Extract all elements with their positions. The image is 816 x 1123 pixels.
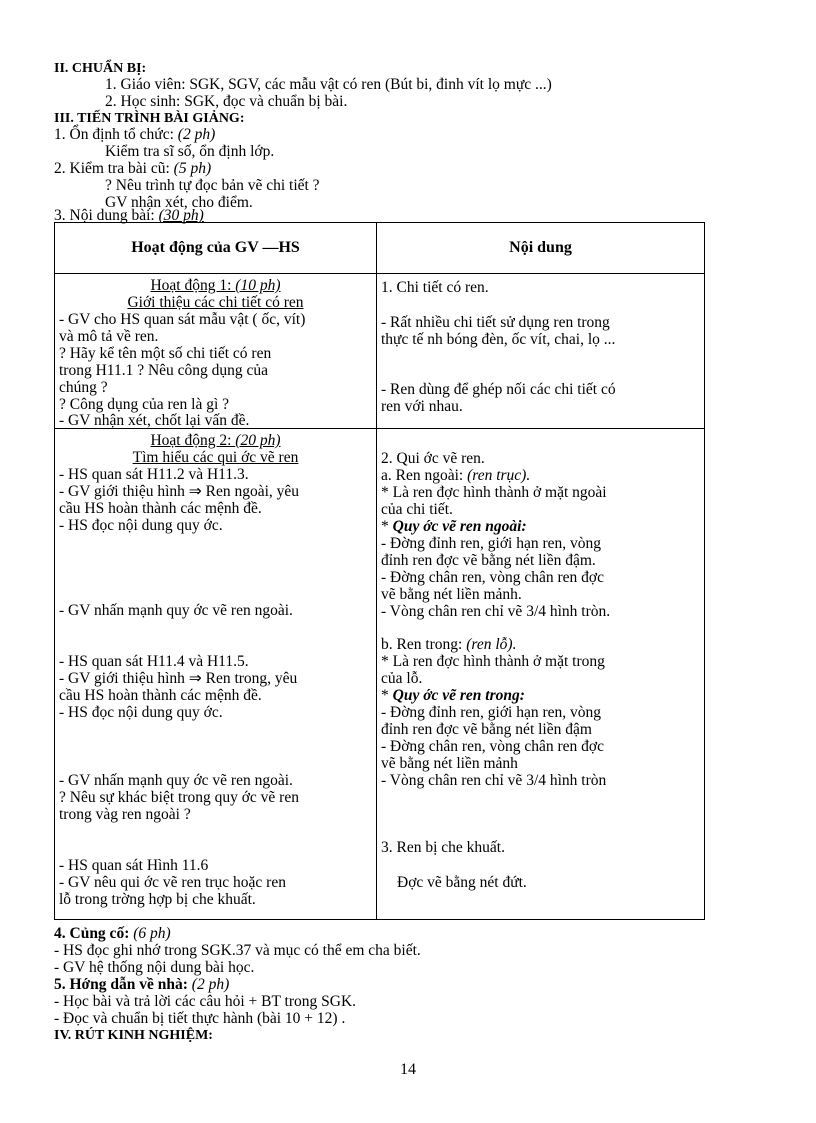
content2-line: vẽ bằng nét liền mảnh. [381, 586, 522, 603]
prep-teacher: 1. Giáo viên: SGK, SGV, các mẫu vật có ren (Bút bi, đinh vít lọ mực ...) [105, 76, 552, 93]
step3-time: (30 ph) [158, 207, 204, 224]
content1-line: - Ren dùng để ghép nối các chi tiết có [381, 381, 616, 398]
content2-line: - Vòng chân ren chỉ vẽ 3/4 hình tròn [381, 772, 607, 789]
content2-heading: 2. Qui ớc vẽ ren. [381, 450, 485, 467]
content2-line: của lỗ. [381, 670, 423, 687]
step2-time: (5 ph) [173, 160, 212, 177]
content2-line: b. Ren trong: (ren lỗ). [381, 636, 517, 653]
content1-line: ren với nhau. [381, 398, 463, 415]
activity2-line: - GV nêu qui ớc vẽ ren trục hoặc ren [59, 874, 286, 891]
activity1-line: trong H11.1 ? Nêu công dụng của [59, 362, 269, 379]
content2-line: 3. Ren bị che khuất. [381, 839, 505, 856]
activity2-line: cầu HS hoàn thành các mệnh đề. [59, 687, 262, 704]
content2-line: * Quy ớc vẽ ren trong: [381, 687, 525, 704]
activity1-line: và mô tả về ren. [59, 328, 159, 345]
content2-line: - Vòng chân ren chỉ vẽ 3/4 hình tròn. [381, 603, 611, 620]
activity2-line: - HS quan sát H11.4 và H11.5. [59, 653, 249, 670]
content2-line: vẽ bằng nét liền mảnh [381, 755, 518, 772]
content1-line: thực tế nh bóng đèn, ốc vít, chai, lọ ... [381, 331, 616, 348]
row1-content-cell [377, 274, 705, 429]
content2-line: * Là ren đợc hình thành ở mặt trong [381, 653, 605, 670]
activity2-line: - GV nhấn mạnh quy ớc vẽ ren ngoài. [59, 772, 293, 789]
step2-label: 2. Kiểm tra bài cũ: [54, 160, 174, 177]
content2-line: * Quy ớc vẽ ren ngoài: [381, 518, 527, 535]
content2-line: - Đờng chân ren, vòng chân ren đợc [381, 738, 604, 755]
activity1-subtitle: Giới thiệu các chi tiết có ren [127, 294, 304, 311]
prep-student: 2. Học sinh: SGK, đọc và chuẩn bị bài. [105, 93, 348, 110]
activity1-line: - GV nhận xét, chốt lại vấn đề. [59, 412, 250, 429]
consolidate-time: (6 ph) [133, 925, 171, 942]
consolidate-label: 4. Củng cố: [54, 925, 134, 942]
content2-line: - Đờng đỉnh ren, giới hạn ren, vòng [381, 704, 602, 721]
step3-label: 3. Nội dung bài: [54, 207, 159, 224]
row1-activity-cell [55, 274, 377, 429]
header-activity: Hoạt động của GV —HS [55, 223, 377, 274]
activity2-line: lỗ trong trờng hợp bị che khuất. [59, 891, 256, 908]
content2-line: - Đờng đỉnh ren, giới hạn ren, vòng [381, 535, 602, 552]
header-content: Nội dung [377, 223, 705, 274]
activity1-line: chúng ? [59, 379, 108, 396]
activity2-title: Hoạt động 2: (20 ph) [150, 432, 281, 449]
activity1-line: - GV cho HS quan sát mẫu vật ( ốc, vít) [59, 311, 306, 328]
row2-activity-cell [55, 429, 377, 920]
homework-line [54, 976, 229, 993]
homework-item: - Đọc và chuẩn bị tiết thực hành (bài 10 + 12) . [54, 1010, 346, 1027]
activity2-line: cầu HS hoàn thành các mệnh đề. [59, 500, 262, 517]
activity1-title: Hoạt động 1: (10 ph) [150, 277, 281, 294]
content2-line: Đợc vẽ bằng nét đứt. [397, 874, 527, 891]
activity1-line: ? Công dụng của ren là gì ? [59, 396, 230, 413]
step1-detail: Kiểm tra sĩ số, ổn định lớp. [105, 143, 275, 160]
activity2-subtitle: Tìm hiểu các qui ớc vẽ ren [132, 449, 299, 466]
prep-title: II. CHUẨN BỊ: [54, 61, 147, 76]
consolidate-item: - HS đọc ghi nhớ trong SGK.37 và mục có thể em cha biết. [54, 942, 421, 959]
content1-heading: 1. Chi tiết có ren. [381, 279, 489, 296]
activity2-line: ? Nêu sự khác biệt trong quy ớc vẽ ren [59, 789, 299, 806]
activity1-line: ? Hãy kể tên một số chi tiết có ren [59, 345, 272, 362]
activity2-line: - GV nhấn mạnh quy ớc vẽ ren ngoài. [59, 602, 293, 619]
homework-time: (2 ph) [191, 976, 230, 993]
consolidate-line [54, 925, 171, 942]
lesson-table [54, 222, 705, 920]
homework-label: 5. Hớng dẫn về nhà: [54, 976, 192, 993]
homework-item: - Học bài và trả lời các câu hỏi + BT trong SGK. [54, 993, 357, 1010]
content2-line: - Đờng chân ren, vòng chân ren đợc [381, 569, 604, 586]
activity2-line: - GV giới thiệu hình ⇒ Ren ngoài, yêu [59, 483, 300, 500]
row2-content-cell [377, 429, 705, 920]
process-title: III. TIẾN TRÌNH BÀI GIẢNG: [54, 111, 245, 126]
activity2-line: - HS đọc nội dung quy ớc. [59, 704, 223, 721]
content2-line: a. Ren ngoài: (ren trục). [381, 467, 531, 484]
content2-line: đỉnh ren đợc vẽ bằng nét liền đậm. [381, 552, 596, 569]
activity2-line: trong vàg ren ngoài ? [59, 806, 191, 823]
content2-line: đỉnh ren đợc vẽ bằng nét liền đậm [381, 721, 592, 738]
step2-line [54, 160, 211, 177]
step1-label: 1. Ổn định tổ chức: [54, 126, 178, 143]
content1-line: - Rất nhiều chi tiết sử dụng ren trong [381, 314, 610, 331]
experience-title: IV. RÚT KINH NGHIỆM: [54, 1028, 213, 1043]
content2-line: * Là ren đợc hình thành ở mặt ngoài [381, 484, 607, 501]
step2-comment: GV nhận xét, cho điểm. [105, 194, 253, 211]
step2-question: ? Nêu trình tự đọc bản vẽ chi tiết ? [105, 177, 320, 194]
activity2-line: - HS quan sát Hình 11.6 [59, 857, 209, 874]
content2-line: của chi tiết. [381, 501, 453, 518]
step1-time: (2 ph) [177, 126, 216, 143]
consolidate-item: - GV hệ thống nội dung bài học. [54, 959, 255, 976]
page-number: 14 [400, 1061, 416, 1078]
activity2-line: - GV giới thiệu hình ⇒ Ren trong, yêu [59, 670, 298, 687]
activity2-line: - HS quan sát H11.2 và H11.3. [59, 466, 249, 483]
step1-line [54, 126, 215, 143]
activity2-line: - HS đọc nội dung quy ớc. [59, 517, 223, 534]
